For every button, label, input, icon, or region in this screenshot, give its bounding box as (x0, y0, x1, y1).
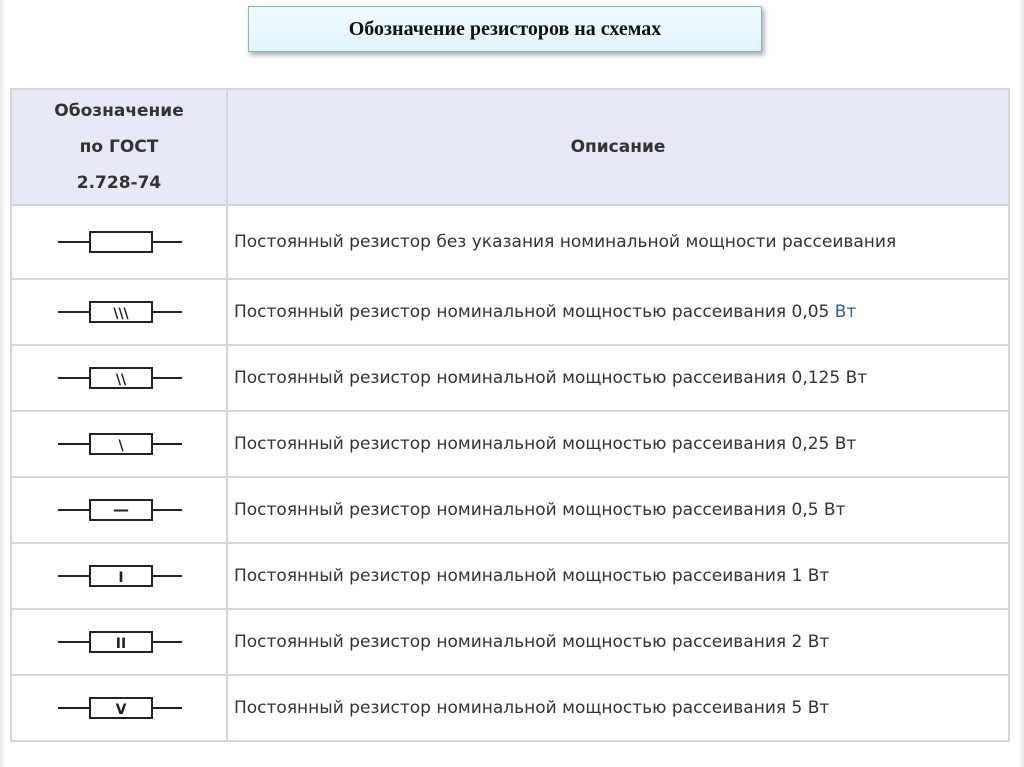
description-cell (227, 205, 1009, 279)
power-mark: \\\ (113, 306, 129, 322)
table-header-row (11, 89, 1009, 205)
row-description: Постоянный резистор номинальной мощностью рассеивания 0,5 Вт (234, 500, 846, 520)
table-row (11, 543, 1009, 609)
watt-link[interactable]: Вт (834, 302, 857, 322)
power-mark: I (118, 570, 124, 586)
header-symbol-line2: по ГОСТ (79, 137, 159, 157)
symbol-cell (11, 205, 227, 279)
table-row (11, 609, 1009, 675)
table-row (11, 279, 1009, 345)
resistor-0-5w-icon (54, 497, 184, 523)
resistor-5w-icon (54, 695, 184, 721)
row-description: Постоянный резистор номинальной мощностью рассеивания 0,25 Вт (234, 434, 857, 454)
table-row (11, 345, 1009, 411)
symbol-cell (11, 279, 227, 345)
description-cell (227, 279, 1009, 345)
description-cell (227, 609, 1009, 675)
symbol-cell (11, 477, 227, 543)
table-row (11, 477, 1009, 543)
header-symbol-line1: Обозначение (54, 101, 184, 121)
symbol-cell (11, 609, 227, 675)
header-symbol (11, 89, 227, 205)
resistor-0-25w-icon (54, 431, 184, 457)
table-row (11, 411, 1009, 477)
resistor-symbols-table (10, 88, 1010, 742)
page-title: Обозначение резисторов на схемах (348, 17, 662, 40)
row-description: Постоянный резистор номинальной мощностью рассеивания 0,125 Вт (234, 368, 868, 388)
power-mark: \ (118, 438, 124, 454)
description-cell (227, 675, 1009, 741)
symbol-cell (11, 411, 227, 477)
slide-border-left (0, 0, 6, 767)
resistor-table-container (10, 88, 1010, 762)
row-description: Постоянный резистор без указания номинальной мощности рассеивания (234, 232, 897, 252)
table-row (11, 205, 1009, 279)
plain-resistor-icon (54, 229, 184, 255)
symbol-cell (11, 345, 227, 411)
power-mark: — (113, 500, 129, 519)
slide-border-right (1018, 0, 1024, 767)
title-box (248, 6, 762, 52)
power-mark: V (115, 702, 127, 718)
description-cell (227, 345, 1009, 411)
symbol-cell (11, 675, 227, 741)
description-cell (227, 411, 1009, 477)
resistor-2w-icon (54, 629, 184, 655)
symbol-cell (11, 543, 227, 609)
row-description: Постоянный резистор номинальной мощностью рассеивания 1 Вт (234, 566, 830, 586)
power-mark: \\ (115, 372, 127, 388)
description-cell (227, 477, 1009, 543)
row-description: Постоянный резистор номинальной мощностью рассеивания 2 Вт (234, 632, 830, 652)
table-row (11, 675, 1009, 741)
power-mark: II (115, 636, 127, 652)
resistor-0-125w-icon (54, 365, 184, 391)
row-description: Постоянный резистор номинальной мощностью рассеивания 5 Вт (234, 698, 830, 718)
description-cell (227, 543, 1009, 609)
row-description: Постоянный резистор номинальной мощностью рассеивания 0,05 (234, 302, 830, 322)
header-symbol-line3: 2.728-74 (76, 173, 162, 193)
resistor-1w-icon (54, 563, 184, 589)
header-description: Описание (227, 89, 1009, 205)
resistor-0-05w-icon (54, 299, 184, 325)
